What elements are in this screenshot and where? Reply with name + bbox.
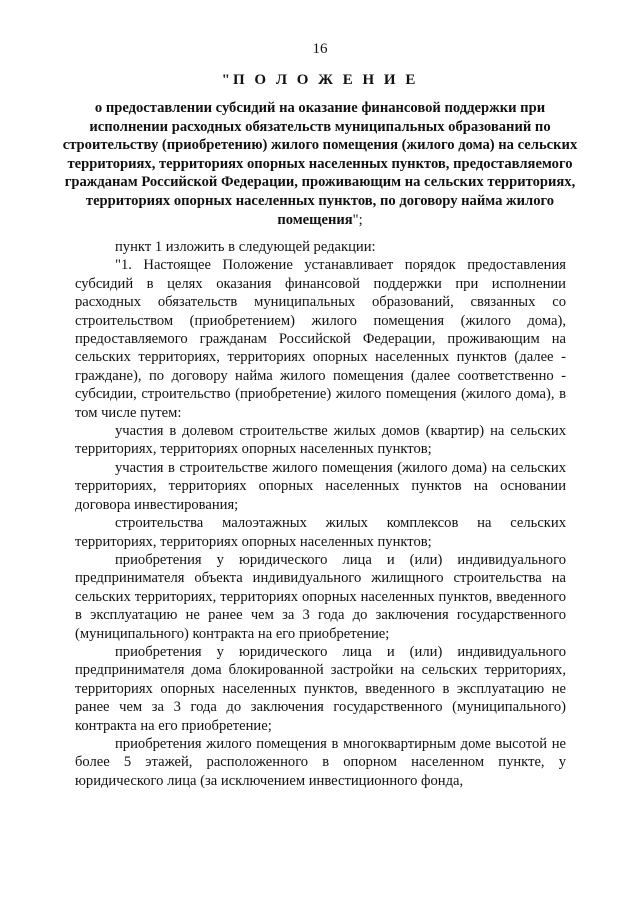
- paragraph: приобретения у юридического лица и (или) индивидуального предпринимателя объекта индивидуального жилищного строительства на сельских территориях, территориях опорных населенных пунктов, введенного в эксплуатацию не ранее чем за 3 года до заключения государственного (муниципального) контракта на его приобретение;: [75, 551, 566, 642]
- paragraph: приобретения жилого помещения в многоквартирным доме высотой не более 5 этажей, расположенного в опорном населенном пункте, у юридического лица (за исключением инвестиционного фонда,: [75, 735, 566, 789]
- document-body: [75, 238, 566, 790]
- paragraph: пункт 1 изложить в следующей редакции:: [115, 239, 376, 255]
- subtitle-text: о предоставлении субсидий на оказание финансовой поддержки при исполнении расходных обязательств муниципальных образований по строительству (приобретению) жилого помещения (жилого дома) на сельских территориях, территориях опорных населенных пунктов, предоставляемого гражданам Российской Федерации, проживающим на сельских территориях, территориях опорных населенных пунктов, по договору найма жилого помещения: [62, 100, 578, 228]
- document-subtitle: [60, 99, 580, 229]
- paragraph: участия в долевом строительстве жилых домов (квартир) на сельских территориях, территориях опорных населенных пунктов;: [75, 423, 566, 458]
- paragraph: "1. Настоящее Положение устанавливает порядок предоставления субсидий в целях оказания финансовой поддержки при исполнении расходных обязательств муниципальных образований, связанных со строительством (приобретением) жилого помещения (жилого дома), предоставляемого гражданам Российской Федерации, проживающим на сельских территориях, территориях опорных населенных пунктов (далее - граждане), по договору найма жилого помещения (далее соответственно - субсидии, строительство (приобретение) жилого помещения (жилого дома), в том числе путем:: [75, 257, 566, 421]
- page-number: 16: [312, 41, 328, 57]
- paragraph: участия в строительстве жилого помещения (жилого дома) на сельских территориях, территориях опорных населенных пунктов на основании договора инвестирования;: [75, 459, 566, 513]
- document-heading: "П О Л О Ж Е Н И Е: [221, 72, 419, 88]
- paragraph: строительства малоэтажных жилых комплексов на сельских территориях, территориях опорных населенных пунктов;: [75, 515, 566, 550]
- paragraph: приобретения у юридического лица и (или) индивидуального предпринимателя дома блокированной застройки на сельских территориях, территориях опорных населенных пунктов, введенного в эксплуатацию не ранее чем за 3 года до заключения государственного (муниципального) контракта на его приобретение;: [75, 643, 566, 734]
- subtitle-tail: ";: [352, 211, 363, 228]
